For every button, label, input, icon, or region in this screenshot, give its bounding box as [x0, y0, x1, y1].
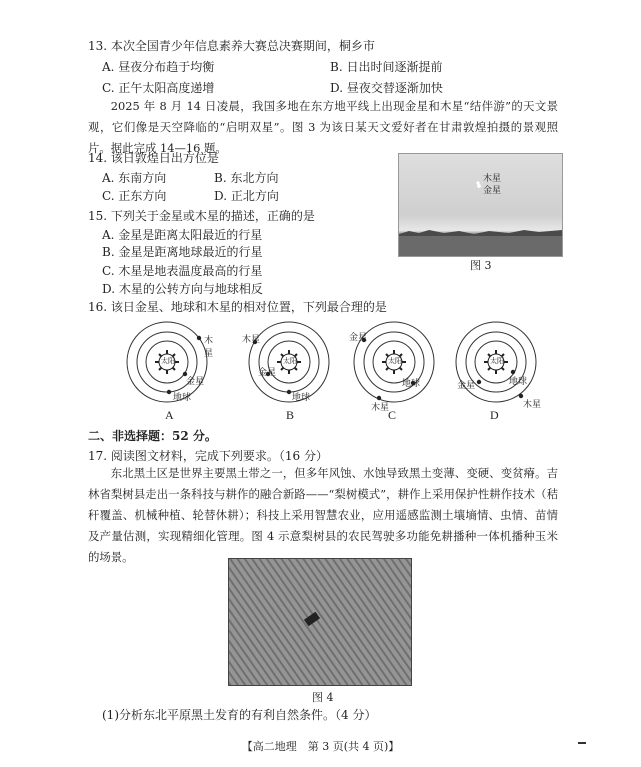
q13-stem: 13. 本次全国青少年信息素养大赛总决赛期间，桐乡市: [88, 39, 375, 53]
diagram-c-letter: C: [388, 408, 397, 422]
q15-option-c: C. 木星是地表温度最高的行星: [102, 264, 263, 278]
jupiter-label: 木星: [483, 174, 502, 184]
q13-option-d: D. 昼夜交替逐渐加快: [330, 81, 443, 95]
sun-label: 太阳: [283, 357, 297, 365]
q15-option-d: D. 木星的公转方向与地球相反: [102, 282, 263, 296]
q14-option-a: A. 东南方向: [102, 171, 167, 185]
sun-label: 太阳: [388, 357, 402, 365]
diagram-b-earth: 地球: [292, 393, 311, 403]
horizon-landscape: [399, 154, 562, 256]
orbit-diagram-b: [242, 318, 337, 411]
figure4-caption: 图 4: [312, 691, 334, 704]
diagram-a-jupiter: 木星: [204, 336, 214, 359]
field-aerial-image: [229, 559, 411, 685]
diagram-c-jupiter: 木星: [371, 403, 390, 413]
q13-option-a: A. 昼夜分布趋于均衡: [102, 60, 215, 74]
intro-paragraph: 2025 年 8 月 14 日凌晨，我国多地在东方地平线上出现金星和木星“结伴游”的天文景观，它们像是天空降临的“启明双星”。图 3 为该日某天文爱好者在甘肃敦煌拍摄的景观照片。据此完成 14—16 题。: [88, 99, 558, 155]
q13-option-c: C. 正午太阳高度递增: [102, 81, 215, 95]
q15-stem: 15. 下列关于金星或木星的描述，正确的是: [88, 209, 315, 223]
figure4-photo: [228, 558, 412, 686]
q15-option-a: A. 金星是距离太阳最近的行星: [102, 228, 263, 242]
section2-heading: 二、非选择题：52 分。: [88, 429, 217, 443]
page-footer: 【高二地理 第 3 页(共 4 页)】: [241, 740, 400, 753]
q16-stem: 16. 该日金星、地球和木星的相对位置，下列最合理的是: [88, 300, 387, 314]
orbit-diagram-c: [347, 318, 442, 411]
corner-mark: [578, 742, 586, 744]
diagram-b-venus: 金星: [258, 368, 277, 378]
figure3-caption: 图 3: [470, 259, 492, 272]
q13-option-b: B. 日出时间逐渐提前: [330, 60, 443, 74]
q15-option-b: B. 金星是距离地球最近的行星: [102, 245, 263, 259]
q17-material: 东北黑土区是世界主要黑土带之一，但多年风蚀、水蚀导致黑土变薄、变硬、变贫瘠。吉林省梨树县走出一条科技与耕作的融合新路——“梨树模式”，耕作上采用保护性耕作技术（秸秆覆盖、机械种植、轮替休耕）；科技上采用智慧农业，应用遥感监测土壤墒情、虫情、苗情及产量估测，实现精细化管理。图 4 示意梨树县的农民驾驶多功能免耕播种一体机播种玉米的场景。: [88, 466, 558, 564]
venus-point: [477, 184, 481, 188]
venus-label: 金星: [483, 186, 502, 196]
sun-label: 太阳: [490, 357, 504, 365]
q14-option-c: C. 正东方向: [102, 189, 167, 203]
diagram-a-letter: A: [165, 408, 174, 422]
q14-stem: 14. 该日敦煌日出方位是: [88, 151, 219, 165]
diagram-a-earth: 地球: [173, 393, 192, 403]
orbit-diagram-a: [125, 318, 220, 411]
orbit-diagram-d: [449, 318, 544, 411]
q14-option-b: B. 东北方向: [214, 171, 279, 185]
diagram-d-letter: D: [490, 408, 499, 422]
diagram-b-jupiter: 木星: [242, 335, 261, 345]
diagram-c-venus: 金星: [349, 333, 368, 343]
diagram-d-venus: 金星: [457, 381, 476, 391]
diagram-b-letter: B: [286, 408, 295, 422]
diagram-d-earth: 地球: [509, 377, 528, 387]
q14-option-d: D. 正北方向: [214, 189, 279, 203]
diagram-a-venus: 金星: [186, 377, 205, 387]
figure3-photo: [398, 153, 563, 257]
diagram-d-jupiter: 木星: [523, 400, 542, 410]
q17-stem: 17. 阅读图文材料，完成下列要求。（16 分）: [88, 449, 328, 463]
sun-label: 太阳: [161, 357, 175, 365]
q17-sub1: (1)分析东北平原黑土发育的有利自然条件。（4 分）: [102, 708, 377, 722]
diagram-c-earth: 地球: [402, 379, 421, 389]
